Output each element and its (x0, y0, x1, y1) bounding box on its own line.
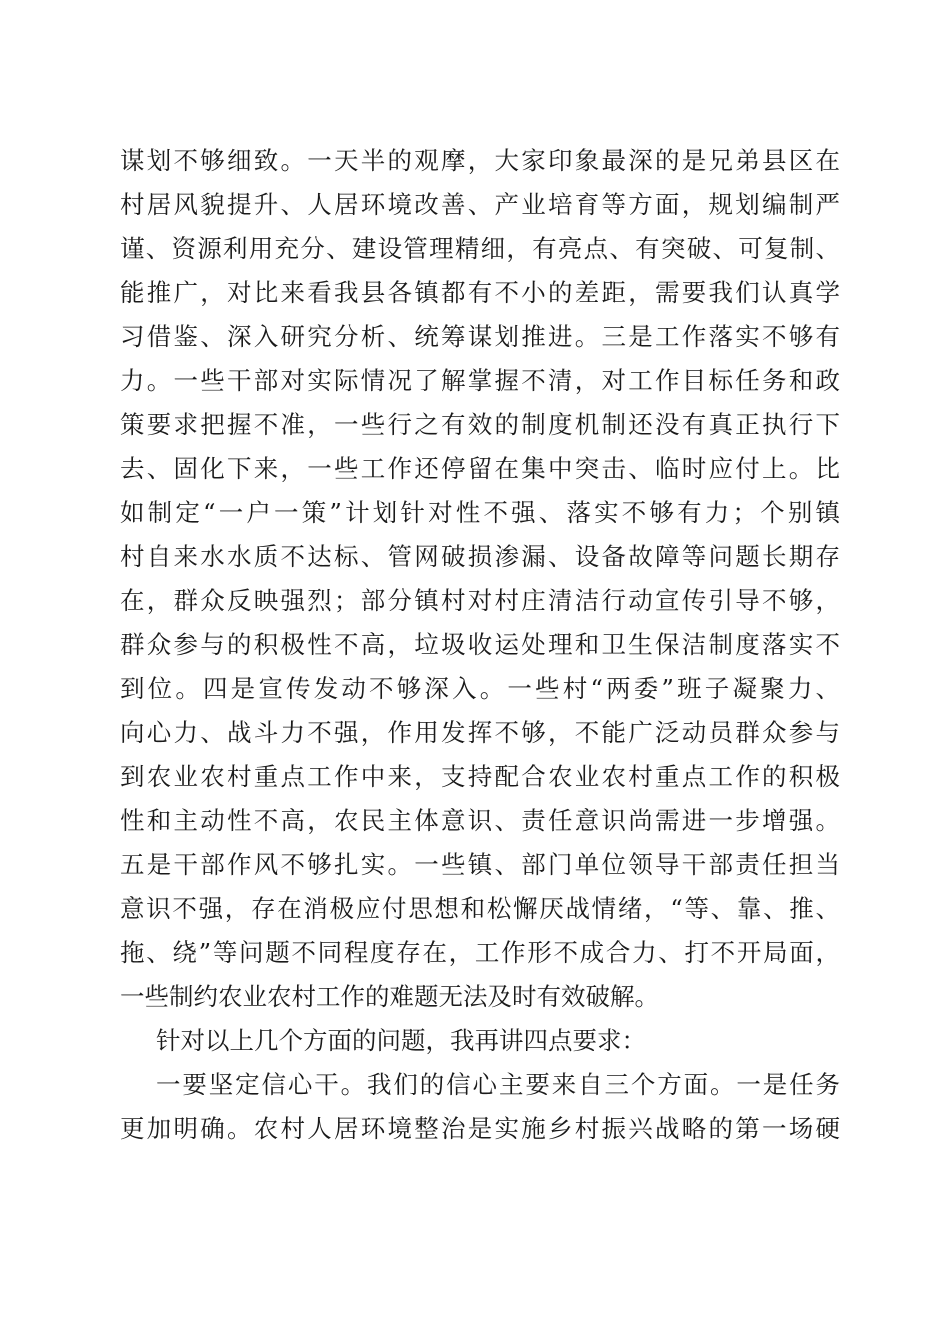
text-line: 更加明确。农村人居环境整治是实施乡村振兴战略的第一场硬 (120, 1114, 840, 1143)
text-line: 力。一些干部对实际情况了解掌握不清，对工作目标任务和政 (120, 366, 840, 395)
text-line: 谨、资源利用充分、建设管理精细，有亮点、有突破、可复制、 (120, 234, 840, 263)
text-line: 习借鉴、深入研究分析、统筹谋划推进。三是工作落实不够有 (120, 322, 840, 351)
text-line: 村自来水水质不达标、管网破损渗漏、设备故障等问题长期存 (120, 542, 840, 571)
text-line: 向心力、战斗力不强，作用发挥不够，不能广泛动员群众参与 (120, 718, 840, 747)
paragraph-first-line: 一要坚定信心干。我们的信心主要来自三个方面。一是任务 (156, 1070, 840, 1099)
text-line: 村居风貌提升、人居环境改善、产业培育等方面，规划编制严 (120, 190, 840, 219)
text-line: 群众参与的积极性不高，垃圾收运处理和卫生保洁制度落实不 (120, 630, 840, 659)
text-line: 谋划不够细致。一天半的观摩，大家印象最深的是兄弟县区在 (120, 146, 840, 175)
text-line: 如制定“一户一策”计划针对性不强、落实不够有力；个别镇 (120, 498, 840, 527)
paragraph-first-line: 针对以上几个方面的问题，我再讲四点要求： (156, 1026, 646, 1055)
text-line: 性和主动性不高，农民主体意识、责任意识尚需进一步增强。 (120, 806, 840, 835)
text-line: 策要求把握不准，一些行之有效的制度机制还没有真正执行下 (120, 410, 840, 439)
text-line: 去、固化下来，一些工作还停留在集中突击、临时应付上。比 (120, 454, 840, 483)
text-line: 拖、绕”等问题不同程度存在，工作形不成合力、打不开局面， (120, 938, 840, 967)
text-line: 一些制约农业农村工作的难题无法及时有效破解。 (120, 982, 659, 1011)
text-line: 在，群众反映强烈；部分镇村对村庄清洁行动宣传引导不够， (120, 586, 840, 615)
text-line: 能推广，对比来看我县各镇都有不小的差距，需要我们认真学 (120, 278, 840, 307)
text-line: 到位。四是宣传发动不够深入。一些村“两委”班子凝聚力、 (120, 674, 840, 703)
text-line: 到农业农村重点工作中来，支持配合农业农村重点工作的积极 (120, 762, 840, 791)
text-line: 意识不强，存在消极应付思想和松懈厌战情绪，“等、靠、推、 (120, 894, 840, 923)
text-line: 五是干部作风不够扎实。一些镇、部门单位领导干部责任担当 (120, 850, 840, 879)
